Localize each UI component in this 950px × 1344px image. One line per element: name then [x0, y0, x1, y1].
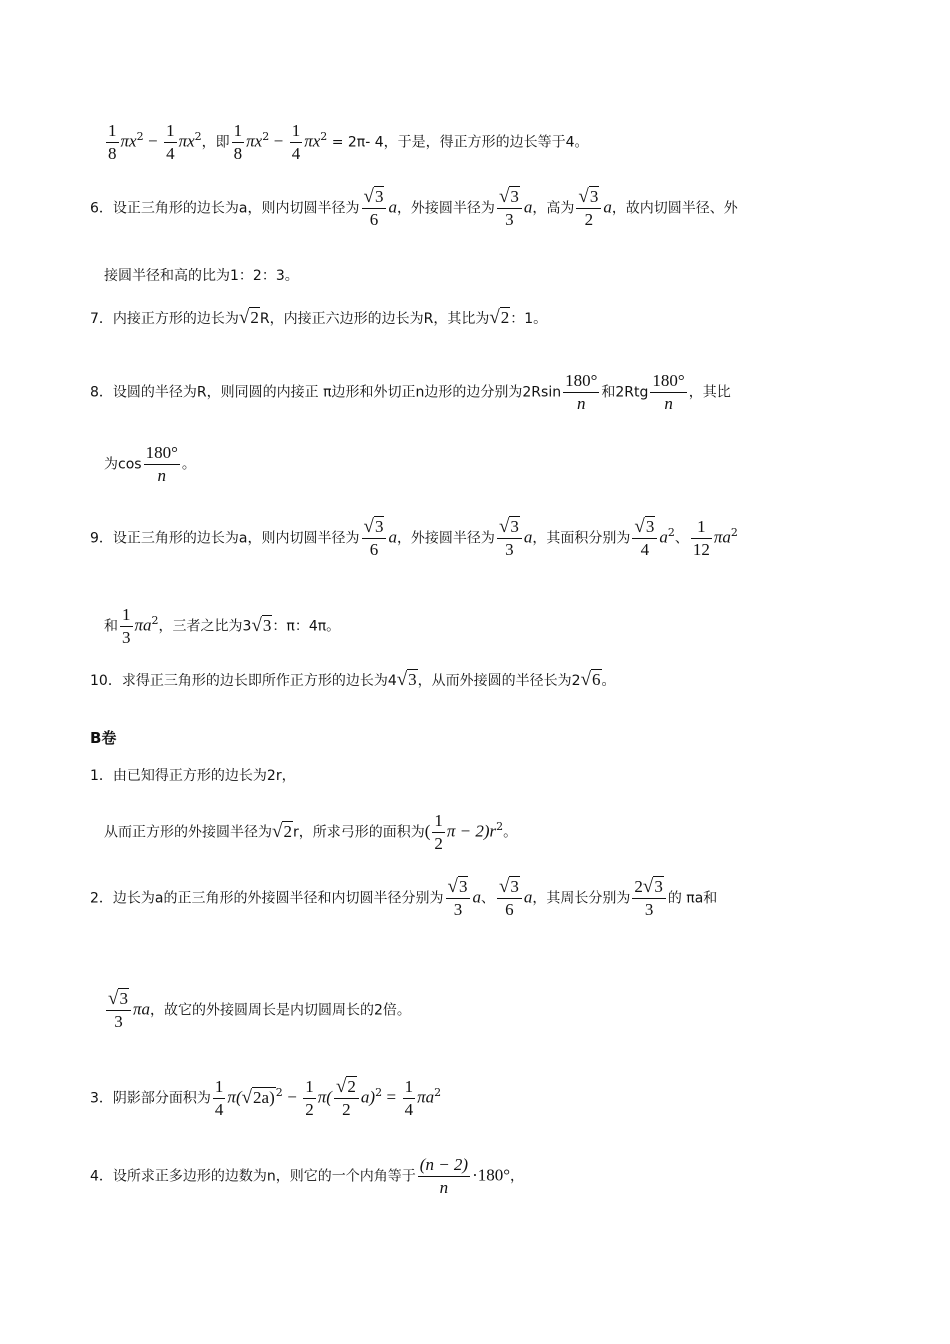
item-7: 7．内接正方形的边长为√2R，内接正六边形的边长为R，其比为√2：1。	[90, 307, 548, 328]
fraction-1-4: $\frac{1}{4}$	[166, 121, 175, 163]
line-prev-answer: $\frac{1}{8}$ $\pi x^2$ − $\frac{1}{4}$ $\pi x^2$，即 $\frac{1}{8}$ $\pi x^2$ − $\frac{1}{4}$ $\pi x^2 = 2\pi-$ 4，于是，得正方形的边长等于4。	[108, 121, 589, 163]
fraction-1-2: $\frac{1}{2}$	[434, 811, 443, 853]
fraction-1-4d: $\frac{1}{4}$	[404, 1077, 414, 1119]
item-8-cont: 为cos $\frac{180^\circ}{n}$ 。	[104, 443, 196, 485]
item-b4: 4．设所求正多边形的边数为n，则它的一个内角等于 $\frac{(n - 2)}{n}$ ·180°，	[90, 1155, 525, 1197]
item-9: 9．设正三角形的边长为a，则内切圆半径为 $\frac{√3}{6}$ a，外接圆半径为 $\frac{√3}{3}$ a，其面积分别为 $\frac{√3}{4}$ $a^2$、 $\frac{1}{12}$ $\pi a^2$	[90, 516, 738, 559]
sqrt-2: √2	[238, 307, 259, 328]
item-9-cont: 和 $\frac{1}{3}$ $\pi a^2$，三者之比为3√3：π：4π。	[104, 605, 341, 647]
fraction-sqrt3-3c: $\frac{√3}{3}$	[446, 876, 471, 921]
fraction-1-12: $\frac{1}{12}$	[692, 517, 710, 559]
fraction-180-n-b: $\frac{180^\circ}{n}$	[652, 371, 685, 413]
item-b3: 3．阴影部分面积为 $\frac{1}{4}$ $\pi(√2a)^2$ − $\frac{1}{2}$ π( $\frac{√2}{2}$ a)$^2$ = $\frac{1}{4}$ $\pi a^2$	[90, 1076, 442, 1119]
sqrt-2b: √2	[489, 307, 510, 328]
item-b1: 1．由已知得正方形的边长为2r，	[90, 768, 296, 784]
item-10: 10．求得正三角形的边长即所作正方形的边长为4√3，从而外接圆的半径长为2√6。	[90, 669, 616, 690]
fraction-sqrt3-3d: $\frac{√3}{3}$	[106, 988, 131, 1033]
fraction-1-8b: $\frac{1}{8}$	[233, 121, 243, 163]
fraction-1-2b: $\frac{1}{2}$	[305, 1077, 314, 1119]
item-6-cont: 接圆半径和高的比为1：2：3。	[104, 268, 299, 284]
item-6: 6．设正三角形的边长为a，则内切圆半径为 $\frac{√3}{6}$ a，外接圆半径为 $\frac{√3}{3}$ a，高为 $\frac{√3}{2}$ a，故内切圆半径、外	[90, 186, 738, 229]
fraction-sqrt3-6: $\frac{√3}{6}$	[362, 186, 387, 231]
sqrt-3: √3	[251, 614, 272, 636]
fraction-sqrt3-6b: $\frac{√3}{6}$	[362, 516, 387, 561]
fraction-sqrt3-2: $\frac{√3}{2}$	[576, 186, 601, 231]
section-b-heading: B卷	[90, 729, 117, 747]
item-8: 8．设圆的半径为R，则同圆的内接正 π边形和外切正n边形的边分别为2Rsin $\frac{180^\circ}{n}$ 和2Rtg $\frac{180^\circ}{n}$ ，其比	[90, 371, 731, 413]
sqrt-3b: √3	[396, 669, 417, 690]
sqrt-2c: √2	[272, 820, 292, 842]
fraction-sqrt2-2: $\frac{√2}{2}$	[334, 1076, 359, 1121]
fraction-1-3: $\frac{1}{3}$	[122, 605, 131, 647]
fraction-sqrt3-3b: $\frac{√3}{3}$	[497, 516, 522, 561]
fraction-sqrt3-4: $\frac{√3}{4}$	[632, 516, 657, 561]
item-b2: 2．边长为a的正三角形的外接圆半径和内切圆半径分别为 $\frac{√3}{3}$ a、 $\frac{√3}{6}$ a，其周长分别为 $\frac{2√3}{3}$ 的 πa和	[90, 876, 718, 919]
fraction-180-n: $\frac{180^\circ}{n}$	[565, 371, 598, 413]
fraction-1-4c: $\frac{1}{4}$	[214, 1077, 224, 1119]
fraction-sqrt3-3: $\frac{√3}{3}$	[497, 186, 522, 231]
item-b1-cont: 从而正方形的外接圆半径为√2r，所求弓形的面积为( $\frac{1}{2}$ $\pi - 2)r^2$。	[104, 811, 518, 853]
fraction-1-4b: $\frac{1}{4}$	[291, 121, 301, 163]
fraction-n-minus-2-over-n: $\frac{(n - 2)}{n}$	[419, 1155, 469, 1197]
item-b2-cont: $\frac{√3}{3}$ πa，故它的外接圆周长是内切圆周长的2倍。	[108, 988, 411, 1031]
fraction-1-8: $\frac{1}{8}$	[108, 121, 117, 163]
fraction-sqrt3-6c: $\frac{√3}{6}$	[497, 876, 522, 921]
sqrt-6: √6	[580, 669, 601, 690]
fraction-180-n-c: $\frac{180^\circ}{n}$	[145, 443, 178, 485]
fraction-2sqrt3-3: $\frac{2√3}{3}$	[632, 876, 665, 921]
